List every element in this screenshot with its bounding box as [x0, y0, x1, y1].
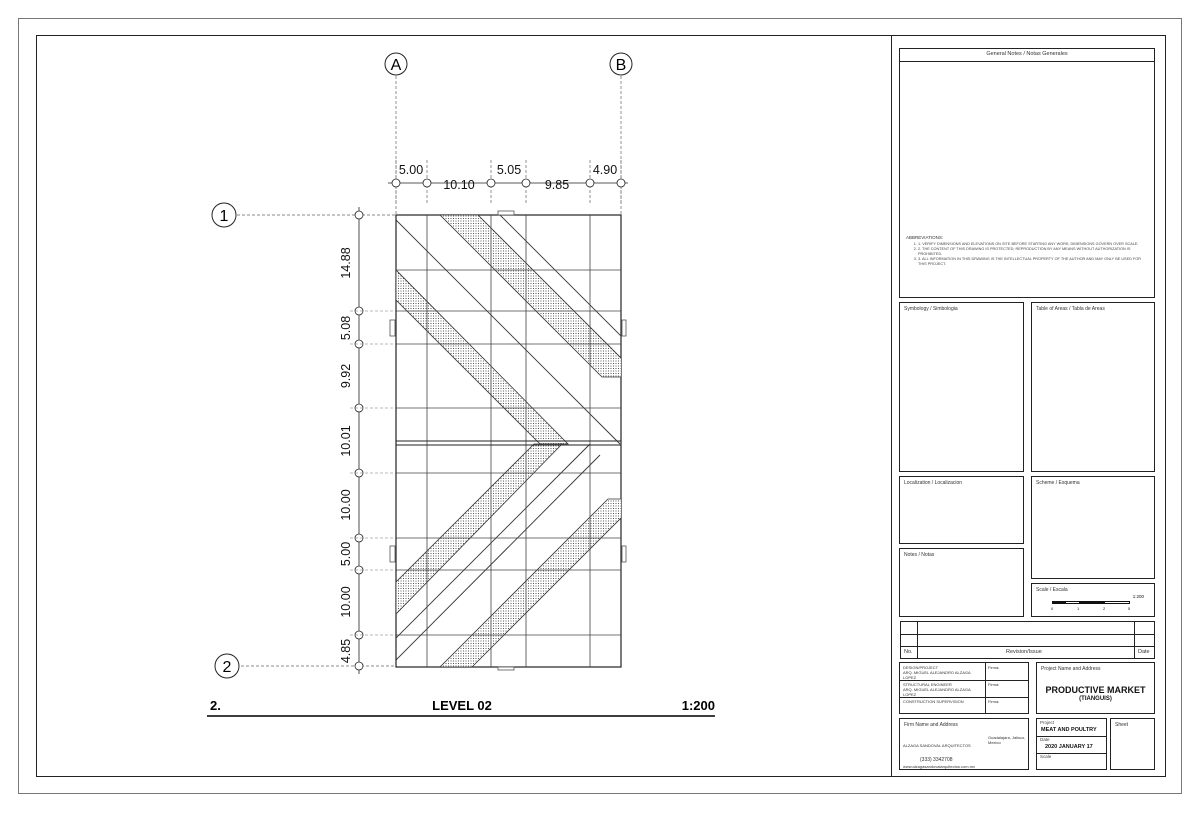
general-notes-title: General Notes / Notas Generales: [986, 51, 1068, 57]
areas-box: [1031, 302, 1155, 472]
scale-tick: 5: [1128, 606, 1131, 611]
revision-no-label: No.: [904, 649, 913, 655]
project-title: PRODUCTIVE MARKET: [1045, 685, 1146, 695]
scale-box: [1031, 583, 1155, 617]
notes-list: [906, 235, 1146, 267]
note-item: 2. 2. THE CONTENT OF THIS DRAWING IS PROTECTED; REPRODUCTION BY ANY MEANS WITHOUT AUTHORIZATION IS PROHIBITED.: [918, 247, 1146, 256]
caption-title: LEVEL 02: [432, 698, 492, 713]
team-row: [903, 665, 983, 680]
dim-v-1: 14.88: [339, 247, 353, 279]
vertical-dimension-extensions: [350, 311, 396, 635]
grid-label-a: A: [390, 57, 402, 74]
grid-label-1: 1: [219, 208, 229, 225]
dim-h-5: 4.90: [592, 163, 618, 177]
team-role: CONSTRUCTION SUPERVISION: [903, 699, 964, 704]
team-sign: Firma:: [988, 699, 1000, 704]
team-role: STRUCTURAL ENGINEER: [903, 682, 952, 687]
revision-table: [900, 621, 1155, 659]
firm-name: ALZAGA SANDOVAL ARQUITECTOS: [903, 743, 971, 748]
note-item: 3. 3. ALL INFORMATION IN THIS DRAWING IS THE INTELLECTUAL PROPERTY OF THE AUTHOR AND MAY ONLY BE USED FOR THIS PROJECT.: [918, 257, 1146, 266]
location-box: [899, 476, 1024, 544]
scale-bar: [1052, 601, 1130, 604]
team-name: ARQ. MIGUEL ALEJANDRO ALZAGA LOPEZ: [903, 670, 971, 680]
dim-v-2: 5.08: [339, 315, 353, 341]
team-sign: Firma:: [988, 682, 1000, 687]
symbology-box: [899, 302, 1024, 472]
firm-phone: (333) 3342708: [920, 757, 953, 763]
sheet-box: [1110, 718, 1155, 770]
dim-v-4: 10.01: [339, 425, 353, 457]
project-field-label: Project: [1040, 720, 1055, 725]
plan-body: [390, 211, 640, 670]
sketch-label: Scheme / Esquema: [1036, 480, 1080, 486]
firm-address: Guadalajara, Jalisco, Mexico: [988, 735, 1026, 745]
scale-tick: 0: [1051, 606, 1054, 611]
project-field-value: MEAT AND POULTRY: [1041, 727, 1097, 733]
grid-label-b: B: [615, 57, 627, 74]
grid-bubble-b: [610, 53, 632, 75]
revision-date-label: Date: [1138, 649, 1150, 655]
grid-bubble-a: [385, 53, 407, 75]
revision-label: Revision/Issue: [1006, 649, 1042, 655]
scale-field-label: Scale: [1040, 754, 1052, 759]
firm-box: [899, 718, 1029, 770]
sketch-box: [1031, 476, 1155, 579]
areas-label: Table of Areas / Tabla de Areas: [1036, 306, 1105, 312]
grid-bubble-1: [212, 203, 236, 227]
firm-web: www.alzagasandovalarquitectos.com.mx: [903, 764, 976, 769]
project-name-box: [1036, 662, 1155, 714]
dim-h-3: 5.05: [496, 163, 522, 177]
firm-label: Firm Name and Address: [904, 722, 958, 728]
dim-h-4: 9.85: [544, 178, 570, 192]
project-name-label: Project Name and Address: [1041, 666, 1101, 672]
caption-number: 2.: [210, 698, 221, 713]
team-row: [903, 699, 983, 704]
team-box: [899, 662, 1029, 714]
team-name: ARQ. MIGUEL ALEJANDRO ALZAGA LOPEZ: [903, 687, 971, 697]
caption-scale: 1:200: [681, 698, 715, 713]
sheet-label: Sheet: [1115, 722, 1129, 728]
dim-h-1: 5.00: [398, 163, 424, 177]
team-sign: Firma:: [988, 665, 1000, 670]
note-item: 1. 1. VERIFY DIMENSIONS AND ELEVATIONS ON SITE BEFORE STARTING ANY WORK; DIMENSIONS GOVERN OVER SCALE.: [918, 242, 1146, 246]
date-value: 2020 JANUARY 17: [1045, 744, 1093, 750]
dim-v-8: 4.85: [339, 638, 353, 664]
notes-label: Notes / Notas: [904, 552, 935, 558]
project-subtitle: (TIANGUIS): [1079, 696, 1112, 702]
dim-v-6: 5.00: [339, 541, 353, 567]
notes-title: ABBREVIATIONS:: [906, 235, 944, 240]
dim-v-3: 9.92: [339, 363, 353, 389]
team-row: [903, 682, 983, 697]
scale-label: Scale / Escala: [1036, 587, 1068, 593]
dim-v-7: 10.00: [339, 586, 353, 618]
scale-tick: 1: [1077, 606, 1080, 611]
date-label: Date: [1040, 737, 1050, 742]
dim-h-2: 10.10: [443, 178, 475, 192]
scale-value: 1:200: [1132, 594, 1144, 599]
dim-v-5: 10.00: [339, 489, 353, 521]
drawing-caption: [207, 698, 715, 716]
general-notes-box: [899, 48, 1155, 298]
grid-bubble-2: [215, 654, 239, 678]
grid-label-2: 2: [222, 659, 232, 676]
symbology-label: Symbology / Simbologia: [904, 306, 958, 312]
notes-box: [899, 548, 1024, 617]
location-label: Localization / Localizacion: [904, 480, 963, 486]
scale-tick: 2: [1103, 606, 1106, 611]
titleblock-divider: [891, 35, 892, 777]
project-info-box: [1036, 718, 1107, 770]
team-role: DESIGN/PROJECT: [903, 665, 939, 670]
